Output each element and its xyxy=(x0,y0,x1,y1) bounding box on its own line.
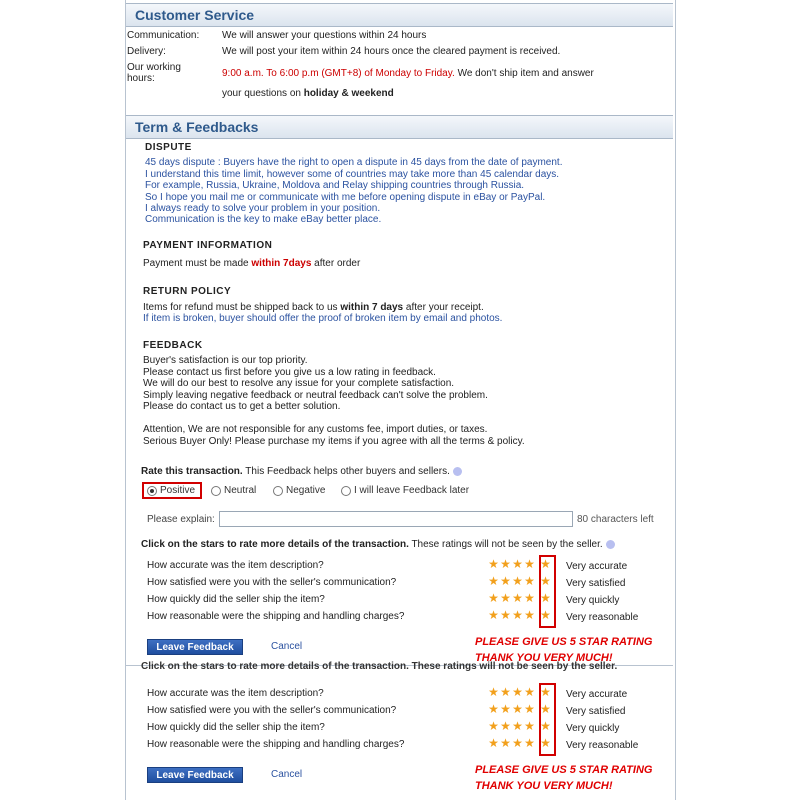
radio-positive[interactable] xyxy=(147,485,195,496)
star-icon[interactable]: ★ xyxy=(500,719,511,733)
star-icon[interactable]: ★ xyxy=(500,574,511,588)
rate-prompt-bold: Rate this transaction. xyxy=(141,466,243,477)
details-prompt-cut-text: Click on the stars to rate more details of the transaction. These ratings will not be seen by the seller. xyxy=(141,661,618,672)
star-icon[interactable]: ★ xyxy=(488,719,499,733)
working-hours-text xyxy=(222,68,594,79)
payment-deadline: within 7days xyxy=(251,258,312,269)
feedback-note: Serious Buyer Only! Please purchase my items if you agree with all the terms & policy. xyxy=(143,436,525,447)
question: How reasonable were the shipping and handling charges? xyxy=(147,739,405,750)
working-hours-label: Our working hours: xyxy=(127,62,181,84)
customer-service-header xyxy=(126,3,673,27)
star-icon[interactable]: ★ xyxy=(512,685,523,699)
radio-circle xyxy=(273,486,283,496)
delivery-label: Delivery: xyxy=(127,46,166,57)
working-hours-holiday: holiday & weekend xyxy=(303,88,394,99)
feedback-line: Buyer's satisfaction is our top priority. xyxy=(143,355,308,366)
star-icon[interactable]: ★ xyxy=(512,608,523,622)
return-line-1 xyxy=(143,302,484,313)
star-icon[interactable]: ★ xyxy=(500,557,511,571)
radio-circle xyxy=(147,486,157,496)
feedback-line: Please contact us first before you give us a low rating in feedback. xyxy=(143,367,436,378)
rate-prompt-rest: This Feedback helps other buyers and sellers. xyxy=(242,466,450,477)
payment-text xyxy=(143,258,360,269)
rating-answer: Very quickly xyxy=(566,595,620,606)
payment-title: PAYMENT INFORMATION xyxy=(143,240,273,251)
promo-line-2: THANK YOU VERY MUCH! xyxy=(475,780,613,792)
terms-title: Term & Feedbacks xyxy=(135,119,259,135)
dispute-title: DISPUTE xyxy=(145,142,192,153)
dispute-line: Communication is the key to make eBay better place. xyxy=(145,214,382,225)
feedback-note: Attention, We are not responsible for any customs fee, import duties, or taxes. xyxy=(143,424,488,435)
radio-later[interactable] xyxy=(341,485,469,496)
working-hours-text-2 xyxy=(222,88,394,99)
star-icon[interactable]: ★ xyxy=(540,719,551,733)
rate-prompt xyxy=(141,466,462,477)
return-text-b: after your receipt. xyxy=(403,302,484,313)
star-icon[interactable]: ★ xyxy=(512,557,523,571)
help-icon[interactable] xyxy=(606,540,615,549)
rating-answer: Very satisfied xyxy=(566,706,626,717)
star-icon[interactable]: ★ xyxy=(500,702,511,716)
leave-feedback-button[interactable]: Leave Feedback xyxy=(147,639,243,655)
terms-header xyxy=(126,115,673,139)
star-icon[interactable]: ★ xyxy=(540,685,551,699)
dispute-line: So I hope you mail me or communicate with me before opening dispute in eBay or PayPal. xyxy=(145,192,546,203)
star-icon[interactable]: ★ xyxy=(524,702,535,716)
star-icon[interactable]: ★ xyxy=(500,591,511,605)
dispute-line: 45 days dispute : Buyers have the right to open a dispute in 45 days from the date of payment. xyxy=(145,157,563,168)
question: How accurate was the item description? xyxy=(147,560,324,571)
fifth-star-highlight xyxy=(539,555,556,628)
return-line-2: If item is broken, buyer should offer the proof of broken item by email and photos. xyxy=(143,313,503,324)
star-icon[interactable]: ★ xyxy=(488,574,499,588)
payment-text-a: Payment must be made xyxy=(143,258,252,269)
radio-circle xyxy=(211,486,221,496)
fifth-star-highlight xyxy=(539,683,556,756)
customer-service-title: Customer Service xyxy=(135,7,255,23)
dispute-line: I always ready to solve your problem in your position. xyxy=(145,203,381,214)
rating-answer: Very accurate xyxy=(566,561,628,572)
radio-negative[interactable] xyxy=(273,485,325,496)
star-icon[interactable]: ★ xyxy=(524,574,535,588)
rating-answer: Very reasonable xyxy=(566,740,639,751)
star-icon[interactable]: ★ xyxy=(500,736,511,750)
rating-answer: Very quickly xyxy=(566,723,620,734)
star-icon[interactable]: ★ xyxy=(488,608,499,622)
cancel-link[interactable]: Cancel xyxy=(271,769,303,780)
question: How satisfied were you with the seller's communication? xyxy=(147,705,397,716)
question: How satisfied were you with the seller's communication? xyxy=(147,577,397,588)
star-icon[interactable]: ★ xyxy=(524,685,535,699)
payment-text-b: after order xyxy=(311,258,361,269)
rating-answer: Very reasonable xyxy=(566,612,639,623)
explain-input[interactable] xyxy=(219,511,573,527)
details-prompt xyxy=(141,539,615,550)
star-icon[interactable]: ★ xyxy=(500,685,511,699)
star-icon[interactable]: ★ xyxy=(540,591,551,605)
star-icon[interactable]: ★ xyxy=(524,608,535,622)
return-deadline: within 7 days xyxy=(340,302,404,313)
explain-label: Please explain: xyxy=(147,514,215,525)
star-icon[interactable]: ★ xyxy=(524,557,535,571)
star-icon[interactable]: ★ xyxy=(488,685,499,699)
chars-left: 80 characters left xyxy=(577,514,654,525)
star-icon[interactable]: ★ xyxy=(524,736,535,750)
leave-feedback-button[interactable]: Leave Feedback xyxy=(147,767,243,783)
cancel-link[interactable]: Cancel xyxy=(271,641,303,652)
star-icon[interactable]: ★ xyxy=(488,591,499,605)
promo-line-1: PLEASE GIVE US 5 STAR RATING xyxy=(475,636,653,648)
star-icon[interactable]: ★ xyxy=(488,557,499,571)
dispute-line: I understand this time limit, however some of countries may take more than 45 calendar days. xyxy=(145,169,560,180)
radio-label: Negative xyxy=(286,485,326,496)
return-text-a: Items for refund must be shipped back to us xyxy=(143,302,341,313)
star-icon[interactable]: ★ xyxy=(500,608,511,622)
question: How quickly did the seller ship the item? xyxy=(147,594,325,605)
feedback-title: FEEDBACK xyxy=(143,340,203,351)
working-hours-line2: your questions on xyxy=(222,88,304,99)
promo-line-2: THANK YOU VERY MUCH! xyxy=(475,652,613,664)
delivery-text: We will post your item within 24 hours once the cleared payment is received. xyxy=(222,46,561,57)
star-icon[interactable]: ★ xyxy=(540,557,551,571)
question: How quickly did the seller ship the item? xyxy=(147,722,325,733)
star-icon[interactable]: ★ xyxy=(540,736,551,750)
promo-line-1: PLEASE GIVE US 5 STAR RATING xyxy=(475,764,653,776)
star-icon[interactable]: ★ xyxy=(540,702,551,716)
radio-label: I will leave Feedback later xyxy=(354,485,470,496)
radio-circle xyxy=(341,486,351,496)
star-icon[interactable]: ★ xyxy=(540,608,551,622)
star-icon[interactable]: ★ xyxy=(512,736,523,750)
help-icon[interactable] xyxy=(453,467,462,476)
details-prompt-rest: These ratings will not be seen by the seller. xyxy=(408,539,603,550)
radio-neutral[interactable] xyxy=(211,485,256,496)
star-icon[interactable]: ★ xyxy=(512,719,523,733)
star-icon[interactable]: ★ xyxy=(512,702,523,716)
star-icon[interactable]: ★ xyxy=(488,702,499,716)
rating-answer: Very satisfied xyxy=(566,578,626,589)
communication-label: Communication: xyxy=(127,30,200,41)
star-icon[interactable]: ★ xyxy=(512,591,523,605)
details-prompt-bold: Click on the stars to rate more details of the transaction. xyxy=(141,539,409,550)
working-hours-rest: We don't ship item and answer xyxy=(454,68,594,79)
question: How reasonable were the shipping and handling charges? xyxy=(147,611,405,622)
feedback-line: We will do our best to resolve any issue for your complete satisfaction. xyxy=(143,378,455,389)
star-icon[interactable]: ★ xyxy=(524,719,535,733)
star-icon[interactable]: ★ xyxy=(488,736,499,750)
return-title: RETURN POLICY xyxy=(143,286,232,297)
feedback-line: Please do contact us to get a better solution. xyxy=(143,401,341,412)
star-icon[interactable]: ★ xyxy=(512,574,523,588)
star-icon[interactable]: ★ xyxy=(524,591,535,605)
radio-label: Neutral xyxy=(224,485,257,496)
star-icon[interactable]: ★ xyxy=(540,574,551,588)
question: How accurate was the item description? xyxy=(147,688,324,699)
dispute-line: For example, Russia, Ukraine, Moldova and Relay shipping countries through Russia. xyxy=(145,180,525,191)
rating-answer: Very accurate xyxy=(566,689,628,700)
radio-label: Positive xyxy=(160,485,196,496)
details-prompt-cut xyxy=(141,661,618,674)
working-hours-time: 9:00 a.m. To 6:00 p.m (GMT+8) of Monday to Friday. xyxy=(222,68,455,79)
feedback-line: Simply leaving negative feedback or neutral feedback can't solve the problem. xyxy=(143,390,488,401)
communication-text: We will answer your questions within 24 hours xyxy=(222,30,427,41)
